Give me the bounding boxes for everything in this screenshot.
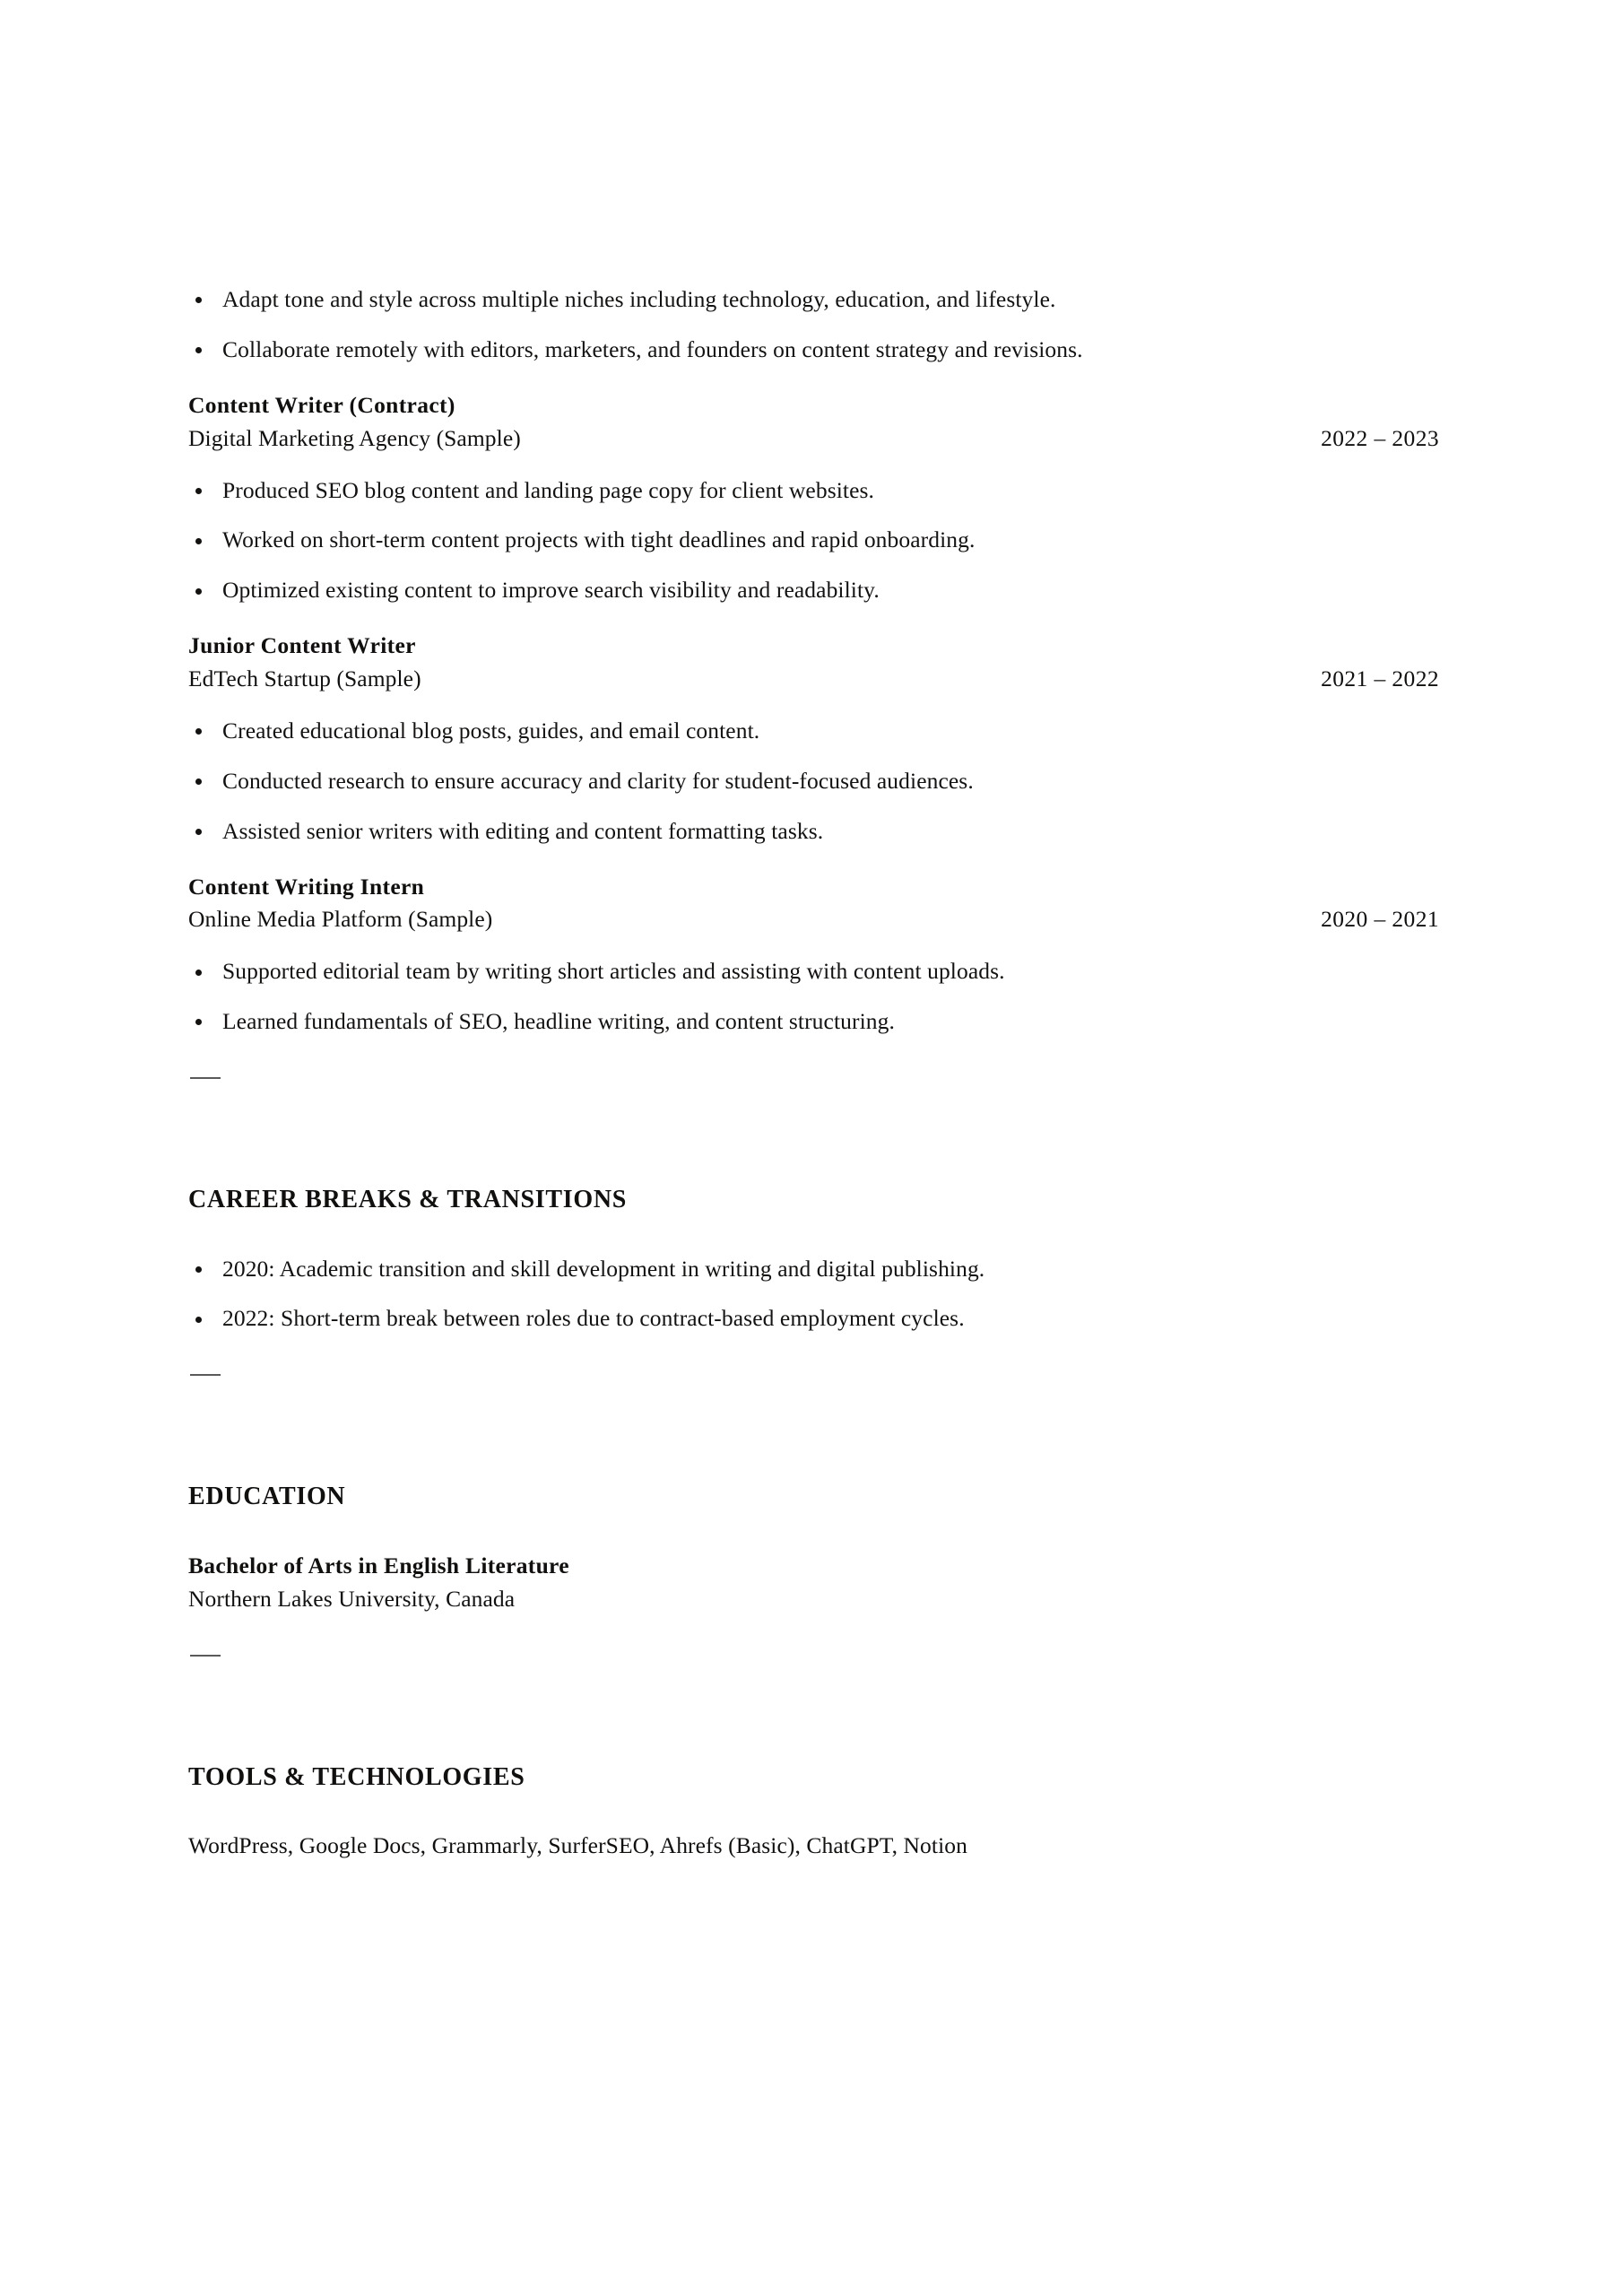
list-item bbox=[188, 767, 1439, 796]
bullet-text: Collaborate remotely with editors, marketers, and founders on content strategy and revisions. bbox=[222, 335, 1083, 362]
employment-dates: 2020 – 2021 bbox=[1321, 906, 1439, 933]
organization-name: EdTech Startup (Sample) bbox=[188, 665, 421, 691]
experience-entry bbox=[188, 391, 1439, 604]
list-item bbox=[188, 476, 1439, 505]
job-title: Content Writing Intern bbox=[188, 873, 425, 900]
job-title: Junior Content Writer bbox=[188, 632, 416, 659]
responsibility-list bbox=[188, 717, 1439, 846]
bullet-dot-icon bbox=[195, 347, 202, 353]
career-breaks-section bbox=[188, 1185, 1439, 1333]
list-item bbox=[188, 1304, 1439, 1333]
bullet-text: Produced SEO blog content and landing page copy for client websites. bbox=[222, 476, 875, 503]
organization-row bbox=[188, 905, 1439, 934]
bullet-text: Worked on short-term content projects with tight deadlines and rapid onboarding. bbox=[222, 526, 976, 553]
employment-dates: 2022 – 2023 bbox=[1321, 424, 1439, 451]
bullet-dot-icon bbox=[195, 778, 202, 785]
bullet-text: 2022: Short-term break between roles due to contract-based employment cycles. bbox=[222, 1305, 965, 1332]
bullet-text: Adapt tone and style across multiple niches including technology, education, and lifestyle. bbox=[222, 286, 1056, 312]
bullet-dot-icon bbox=[195, 1266, 202, 1273]
continued-bullet-list bbox=[188, 285, 1439, 364]
bullet-text: Optimized existing content to improve search visibility and readability. bbox=[222, 577, 880, 604]
list-item bbox=[188, 576, 1439, 604]
bullet-dot-icon bbox=[195, 970, 202, 976]
resume-content bbox=[188, 285, 1439, 1860]
education-section bbox=[188, 1482, 1439, 1613]
bullet-text: Supported editorial team by writing short articles and assisting with content uploads. bbox=[222, 958, 1005, 985]
bullet-text: Conducted research to ensure accuracy and clarity for student-focused audiences. bbox=[222, 767, 974, 794]
bullet-text: Assisted senior writers with editing and content formatting tasks. bbox=[222, 817, 824, 844]
education-school: Northern Lakes University, Canada bbox=[188, 1585, 516, 1612]
list-item bbox=[188, 717, 1439, 745]
section-divider bbox=[190, 1374, 221, 1376]
list-item bbox=[188, 526, 1439, 554]
responsibility-list bbox=[188, 476, 1439, 605]
bullet-dot-icon bbox=[195, 538, 202, 544]
list-item bbox=[188, 817, 1439, 846]
career-breaks-list bbox=[188, 1255, 1439, 1334]
bullet-text: 2020: Academic transition and skill development in writing and digital publishing. bbox=[222, 1255, 985, 1282]
bullet-dot-icon bbox=[195, 1019, 202, 1025]
experience-entry bbox=[188, 873, 1439, 1037]
employment-dates: 2021 – 2022 bbox=[1321, 665, 1439, 691]
bullet-dot-icon bbox=[195, 1317, 202, 1323]
organization-row bbox=[188, 665, 1439, 693]
organization-name: Digital Marketing Agency (Sample) bbox=[188, 424, 521, 451]
list-item bbox=[188, 1255, 1439, 1283]
education-degree: Bachelor of Arts in English Literature bbox=[188, 1552, 569, 1578]
organization-name: Online Media Platform (Sample) bbox=[188, 906, 493, 933]
list-item bbox=[188, 335, 1439, 364]
experience-entry bbox=[188, 631, 1439, 845]
list-item bbox=[188, 957, 1439, 986]
job-title: Content Writer (Contract) bbox=[188, 391, 455, 418]
section-heading-career-breaks: CAREER BREAKS & TRANSITIONS bbox=[188, 1186, 628, 1213]
section-divider bbox=[190, 1077, 221, 1079]
section-divider bbox=[190, 1655, 221, 1657]
organization-row bbox=[188, 424, 1439, 453]
bullet-text: Created educational blog posts, guides, and email content. bbox=[222, 717, 760, 744]
bullet-dot-icon bbox=[195, 488, 202, 494]
list-item bbox=[188, 1007, 1439, 1036]
list-item bbox=[188, 285, 1439, 314]
bullet-dot-icon bbox=[195, 588, 202, 595]
section-heading-tools: TOOLS & TECHNOLOGIES bbox=[188, 1762, 525, 1791]
tools-list: WordPress, Google Docs, Grammarly, SurferSEO, Ahrefs (Basic), ChatGPT, Notion bbox=[188, 1832, 967, 1859]
bullet-dot-icon bbox=[195, 728, 202, 735]
responsibility-list bbox=[188, 957, 1439, 1036]
bullet-dot-icon bbox=[195, 829, 202, 835]
bullet-dot-icon bbox=[195, 297, 202, 303]
section-heading-education: EDUCATION bbox=[188, 1483, 346, 1511]
bullet-text: Learned fundamentals of SEO, headline writing, and content structuring. bbox=[222, 1008, 895, 1035]
tools-section bbox=[188, 1762, 1439, 1860]
